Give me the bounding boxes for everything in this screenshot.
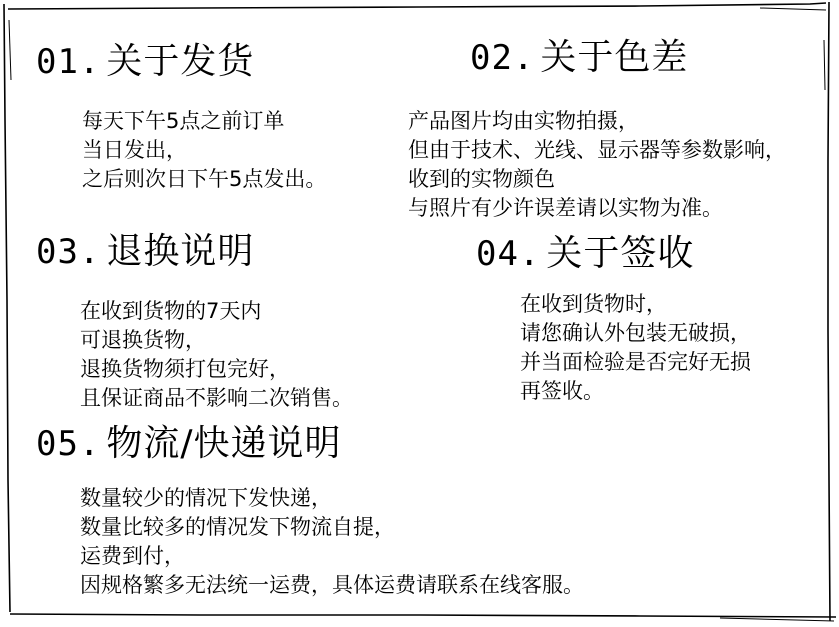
- section-number: 02.: [470, 38, 535, 78]
- body-line: 可退换货物，: [80, 328, 206, 352]
- section-title-color-difference: [470, 36, 688, 80]
- section-heading: 关于色差: [540, 37, 689, 78]
- section-body-shipping: [82, 107, 326, 194]
- section-heading: 退换说明: [106, 231, 255, 272]
- section-heading: 物流/快递说明: [106, 423, 342, 464]
- body-line: 产品图片均由实物拍摄，: [408, 109, 639, 133]
- body-line: 因规格繁多无法统一运费，具体运费请联系在线客服。: [80, 573, 584, 597]
- section-title-logistics: [36, 422, 342, 466]
- body-line: 退换货物须打包完好，: [80, 357, 290, 381]
- section-heading: 关于签收: [546, 233, 695, 274]
- body-line: 之后则次日下午5点发出。: [82, 167, 327, 191]
- section-title-shipping: [36, 40, 254, 84]
- section-title-returns: [36, 230, 254, 274]
- body-line: 再签收。: [520, 379, 604, 403]
- section-title-signing: [476, 232, 694, 276]
- body-line: 请您确认外包装无破损，: [520, 321, 751, 345]
- body-line: 数量较少的情况下发快递，: [80, 486, 332, 510]
- section-body-signing: [520, 290, 751, 406]
- body-line: 并当面检验是否完好无损: [520, 350, 751, 374]
- section-number: 04.: [476, 234, 541, 274]
- section-body-color-difference: [408, 107, 786, 223]
- body-line: 收到的实物颜色: [408, 167, 555, 191]
- section-body-logistics: [80, 484, 584, 600]
- body-line: 与照片有少许误差请以实物为准。: [408, 196, 723, 220]
- section-body-returns: [80, 297, 353, 413]
- body-line: 在收到货物的7天内: [80, 299, 262, 323]
- body-line: 每天下午5点之前订单: [82, 109, 285, 133]
- section-number: 01.: [36, 42, 101, 82]
- body-line: 运费到付，: [80, 544, 185, 568]
- body-line: 数量比较多的情况发下物流自提，: [80, 515, 395, 539]
- section-heading: 关于发货: [106, 41, 255, 82]
- body-line: 在收到货物时，: [520, 292, 667, 316]
- section-number: 05.: [36, 424, 101, 464]
- body-line: 当日发出，: [82, 138, 187, 162]
- body-line: 且保证商品不影响二次销售。: [80, 386, 353, 410]
- section-number: 03.: [36, 232, 101, 272]
- body-line: 但由于技术、光线、显示器等参数影响，: [408, 138, 786, 162]
